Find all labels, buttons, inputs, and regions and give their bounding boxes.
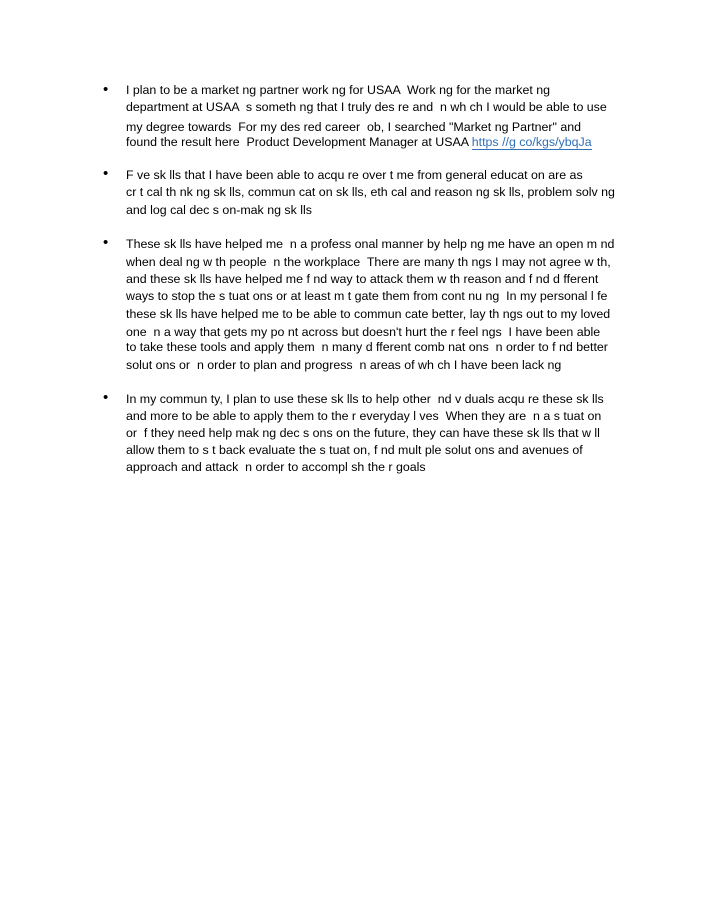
paragraph-line: approach and attack n order to accompl sh the r goals bbox=[126, 460, 426, 474]
bullet-icon: • bbox=[103, 234, 109, 251]
paragraph-line: and more to be able to apply them to the r everyday l ves When they are n a s tuat on bbox=[126, 409, 602, 423]
paragraph-line: ways to stop the s tuat ons or at least m t gate them from cont nu ng In my personal l fe bbox=[126, 289, 608, 303]
paragraph-line: These sk lls have helped me n a profess onal manner by help ng me have an open m nd bbox=[126, 237, 615, 251]
paragraph-line: and these sk lls have helped me f nd way to attack them w th reason and f nd d fferent bbox=[126, 272, 599, 286]
paragraph-line: or f they need help mak ng dec s ons on the future, they can have these sk lls that w ll bbox=[126, 426, 600, 440]
paragraph-line: department at USAA s someth ng that I truly des re and n wh ch I would be able to use bbox=[126, 100, 607, 114]
paragraph-line: allow them to s t back evaluate the s tuat on, f nd mult ple solut ons and avenues of bbox=[126, 443, 583, 457]
paragraph-line: to take these tools and apply them n many d fferent comb nat ons n order to f nd better bbox=[126, 340, 608, 354]
search-result-link[interactable]: https //g co/kgs/ybqJa bbox=[471, 135, 592, 149]
paragraph-line: I plan to be a market ng partner work ng for USAA Work ng for the market ng bbox=[126, 83, 551, 97]
paragraph-line: and log cal dec s on-mak ng sk lls bbox=[126, 203, 312, 217]
paragraph-line: F ve sk lls that I have been able to acqu re over t me from general educat on are as bbox=[126, 168, 583, 182]
bullet-icon: • bbox=[103, 389, 109, 406]
paragraph-line: when deal ng w th people n the workplace There are many th ngs I may not agree w th, bbox=[126, 255, 611, 269]
paragraph-line: one n a way that gets my po nt across but doesn't hurt the r feel ngs I have been able bbox=[126, 325, 601, 339]
paragraph-line: solut ons or n order to plan and progress n areas of wh ch I have been lack ng bbox=[126, 358, 562, 372]
paragraph-text: found the result here Product Development Manager at USAA bbox=[126, 135, 472, 149]
bullet-icon: • bbox=[103, 165, 109, 182]
paragraph-line: In my commun ty, I plan to use these sk lls to help other nd v duals acqu re these sk lls bbox=[126, 392, 604, 406]
paragraph-line: these sk lls have helped me to be able to commun cate better, lay th ngs out to my loved bbox=[126, 307, 611, 321]
paragraph-line: cr t cal th nk ng sk lls, commun cat on sk lls, eth cal and reason ng sk lls, problem solv ng bbox=[126, 185, 615, 199]
paragraph-line: my degree towards For my des red career ob, I searched "Market ng Partner" and bbox=[126, 120, 582, 134]
bullet-icon: • bbox=[103, 81, 109, 98]
paragraph-line bbox=[126, 134, 592, 150]
